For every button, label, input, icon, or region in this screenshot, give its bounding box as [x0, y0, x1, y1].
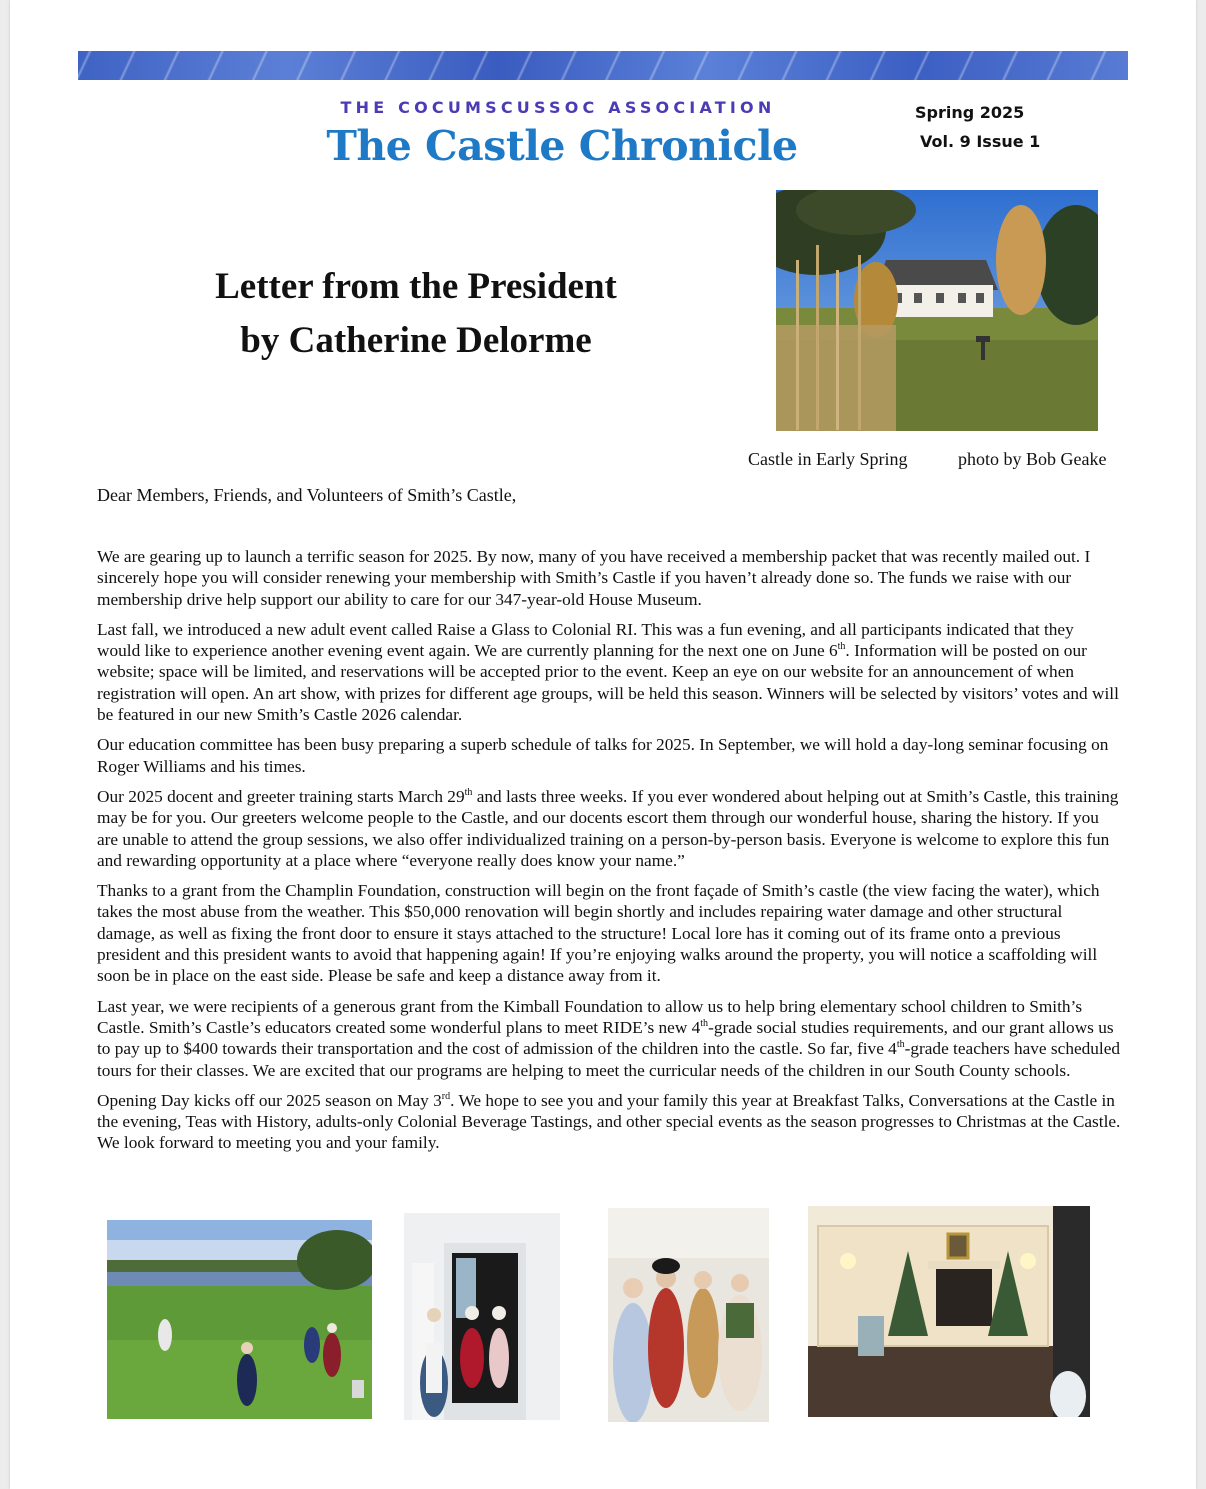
paragraph: We are gearing up to launch a terrific season for 2025. By now, many of you have received a membership packet that was recently mailed out. I sincerely hope you will consider renewing your membership with Smith’s Castle if you haven’t already done so. The funds we raise with our membership drive help support our ability to care for our 347-year-old House Museum. — [97, 547, 1091, 609]
article-title-line1: Letter from the President — [215, 266, 617, 307]
parlor-christmas-photo — [808, 1206, 1090, 1417]
doorway-reenactors-photo — [404, 1213, 560, 1420]
photo-caption-left: Castle in Early Spring — [748, 449, 908, 469]
paragraph: Thanks to a grant from the Champlin Foundation, construction will begin on the front façade of Smith’s castle (the view facing the water), which takes the most abuse from the weather. This $50,000 renovation will begin shortly and includes repairing water damage and other structural damage, as well as fixing the front door to ensure it stays attached to the structure! Local lore has it coming out of its frame onto a previous president and this president wants to avoid that happening again! If you’re enjoying walks around the property, you will notice a scaffolding will soon be in place on the east side. Please be safe and keep a distance away from it. — [97, 881, 1100, 986]
association-name: THE COCUMSCUSSOC ASSOCIATION — [340, 98, 776, 117]
salutation: Dear Members, Friends, and Volunteers of Smith’s Castle, — [97, 485, 517, 505]
issue-volume: Vol. 9 Issue 1 — [920, 132, 1041, 151]
newsletter-title: The Castle Chronicle — [326, 122, 798, 170]
article-title-line2: by Catherine Delorme — [240, 320, 592, 361]
paragraph: Last fall, we introduced a new adult event called Raise a Glass to Colonial RI. This was a fun evening, and all participants indicated that they would like to experience another evening event again. We are currently planning for the next one on June 6th. Information will be posted on our website; space will be limited, and reservations will be accepted prior to the event. Keep an eye on our website for an announcement of when registration will open. An art show, with prizes for different age groups, will be held this season. Winners will be selected by visitors’ votes and will be featured in our new Smith’s Castle 2026 calendar. — [97, 619, 1119, 725]
header-banner — [78, 51, 1128, 80]
issue-season: Spring 2025 — [915, 103, 1025, 122]
photo-caption-right: photo by Bob Geake — [958, 449, 1107, 469]
paragraph: Our education committee has been busy preparing a superb schedule of talks for 2025. In September, we will hold a day-long seminar focusing on Roger Williams and his times. — [97, 735, 1109, 776]
paragraph: Last year, we were recipients of a generous grant from the Kimball Foundation to allow us to help bring elementary school children to Smith’s Castle. Smith’s Castle’s educators created some wonderful plans to meet RIDE’s new 4th-grade social studies requirements, and our grant allows us to pay up to $400 towards their transportation and the cost of admission of the children into the castle. So far, five 4th-grade teachers have scheduled tours for their classes. We are excited that our programs are helping to meet the curricular needs of the children in our South County schools. — [97, 996, 1121, 1080]
newsletter-page — [10, 0, 1196, 1489]
letter-body — [97, 546, 1121, 1163]
paragraph: Our 2025 docent and greeter training starts March 29th and lasts three weeks. If you ever wondered about helping out at Smith’s Castle, this training may be for you. Our greeters welcome people to the Castle, and our docents escort them through our wonderful house, sharing the history. If you are unable to attend the group sessions, we also offer individualized training on a person-by-person basis. Everyone is welcome to explore this fun and rewarding opportunity at a place where “everyone really does know your name.” — [97, 786, 1119, 870]
lawn-reenactors-photo — [107, 1220, 372, 1419]
castle-photo — [776, 190, 1098, 431]
costumed-group-photo — [608, 1208, 769, 1422]
paragraph: Opening Day kicks off our 2025 season on May 3rd. We hope to see you and your family this year at Breakfast Talks, Conversations at the Castle in the evening, Teas with History, adults-only Colonial Beverage Tastings, and other special events as the season progresses to Christmas at the Castle. We look forward to meeting you and your family. — [97, 1090, 1121, 1153]
article-title — [160, 260, 672, 368]
issue-info — [915, 98, 1045, 156]
